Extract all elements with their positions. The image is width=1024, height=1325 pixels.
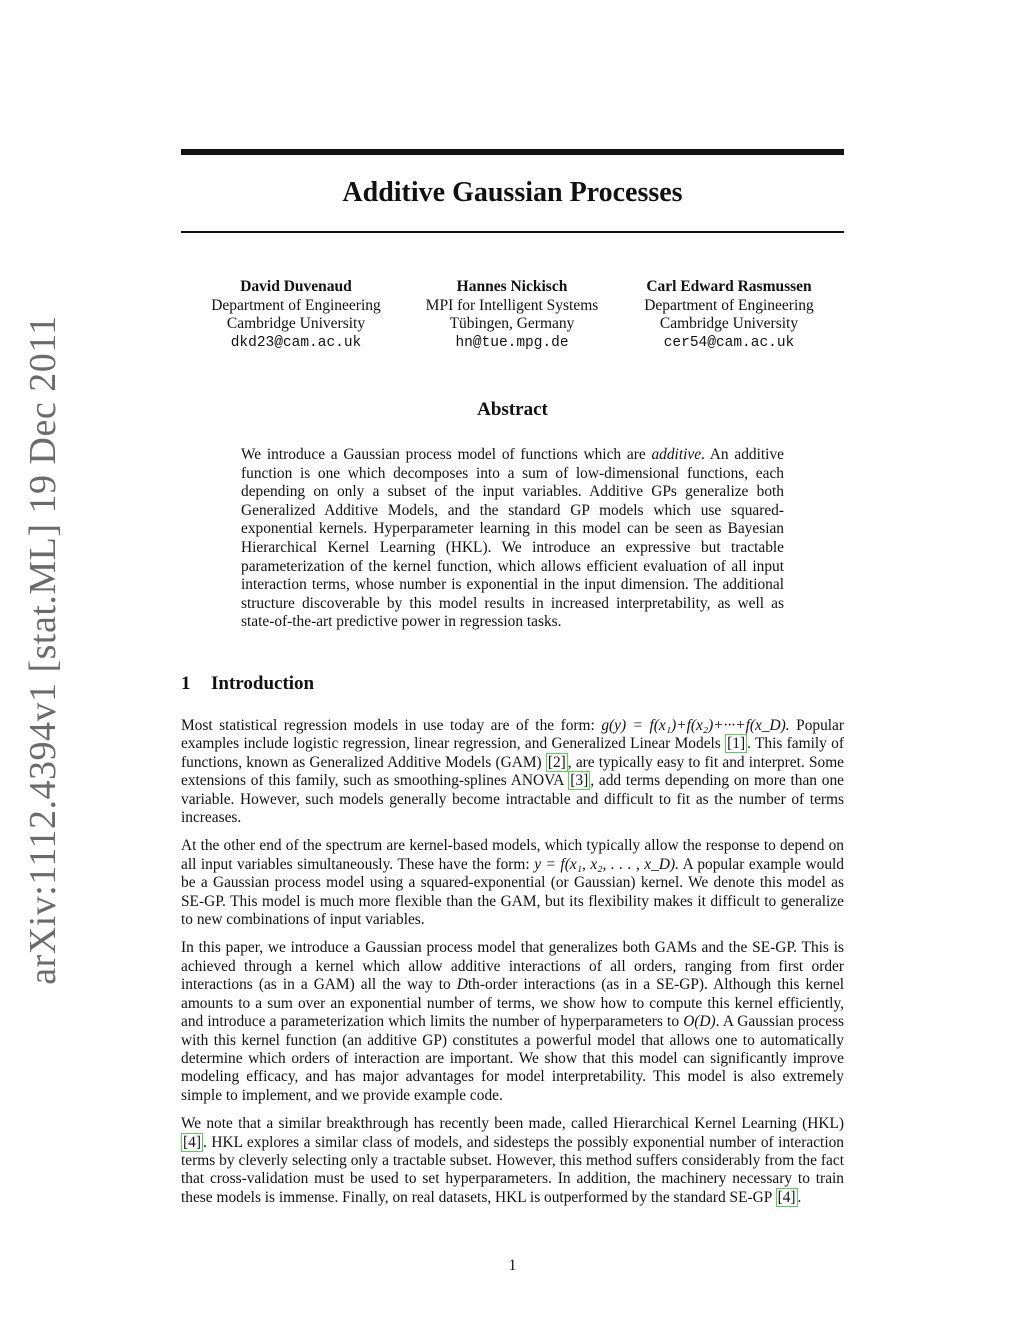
abstract-emphasis: additive <box>651 446 702 463</box>
citation-link[interactable]: [3] <box>570 772 589 790</box>
page-number: 1 <box>508 1257 517 1274</box>
author-affiliation: Department of Engineering <box>644 296 814 314</box>
abstract-text: We introduce a Gaussian process model of functions which are <box>241 446 652 463</box>
section-number: 1 <box>181 673 191 694</box>
text: A popular example would be a Gaussian process model using a squared-exponential (or Gaussian) kernel. We denote this model as SE-GP. This model is much more flexible than the GAM, but its flexibility makes it difficult to generalize to new combinations of input variables. <box>181 855 844 929</box>
title-top-rule <box>181 149 844 155</box>
text: . A Gaussian process with this kernel function (an additive GP) constitutes a powerful model that allows one to automatically determine which orders of interaction are important. We show that this model can significantly improve modeling efficacy, and has major advantages for model interpretability. This model is also extremely simple to implement, and we provide example code. <box>181 1013 844 1104</box>
author-location: Tübingen, Germany <box>449 315 575 332</box>
text: At the other end of the spectrum are kernel-based models, which typically allow the response to depend on all input variables simultaneously. These have the form: <box>181 837 844 873</box>
text: th-order interactions (as in a SE-GP). Although this kernel amounts to a sum over an exponential number of terms, we show how to compute this kernel efficiently, and introduce a parameterization which limits the number of hyperparameters to <box>181 976 844 1031</box>
text: . <box>797 1188 802 1206</box>
author-name: Hannes Nickisch <box>456 278 568 295</box>
paragraph <box>181 837 844 929</box>
paragraph <box>181 939 844 1105</box>
text: Popular examples include logistic regression, linear regression, and Generalized Linear Models <box>181 717 845 753</box>
author-name: Carl Edward Rasmussen <box>646 278 812 295</box>
abstract-heading: Abstract <box>477 399 548 420</box>
text: . HKL explores a similar class of models, and sidesteps the possibly exponential number of interaction terms by cleverly selecting only a tractable subset. However, this method suffers considerably from the fact that cross-validation must be used to set hyperparameters. In addition, the machinery necessary to train these models is immense. Finally, on real datasets, HKL is outperformed by the standard SE-GP <box>181 1133 844 1206</box>
paragraph <box>181 1115 844 1207</box>
paragraph <box>181 717 844 827</box>
author-email[interactable]: dkd23@cam.ac.uk <box>230 334 362 351</box>
citation-link[interactable]: [1] <box>727 735 746 753</box>
arxiv-stamp-text: arXiv:1112.4394v1 [stat.ML] 19 Dec 2011 <box>22 315 64 985</box>
inline-formula: y = f(x₁, x₂, . . . , x_D). <box>534 855 679 873</box>
citation-link[interactable]: [4] <box>777 1188 796 1206</box>
introduction-body <box>181 717 844 1217</box>
text: Most statistical regression models in use today are of the form: <box>181 717 602 734</box>
author-1 <box>181 278 411 352</box>
author-email[interactable]: hn@tue.mpg.de <box>455 334 569 351</box>
author-location: Cambridge University <box>659 315 799 332</box>
text: In this paper, we introduce a Gaussian process model that generalizes both GAMs and the SE-GP. This is achieved through a kernel which allow additive interactions of all orders, ranging from first order interactions (as in a GAM) all the way to <box>181 939 844 994</box>
text: . This family of functions, known as Generalized Additive Models (GAM) <box>181 735 844 771</box>
abstract-body <box>241 446 784 632</box>
author-location: Cambridge University <box>226 315 366 332</box>
paper-title: Additive Gaussian Processes <box>342 177 683 208</box>
author-2 <box>397 278 627 352</box>
author-affiliation: MPI for Intelligent Systems <box>425 296 599 314</box>
section-heading-introduction <box>181 673 844 695</box>
author-3 <box>614 278 844 352</box>
author-affiliation: Department of Engineering <box>211 296 381 314</box>
inline-formula: g(y) = f(x₁)+f(x₂)+···+f(x_D). <box>601 717 790 734</box>
inline-formula: D <box>456 976 468 994</box>
inline-formula: O(D) <box>683 1013 716 1031</box>
abstract-text: . An additive function is one which decomposes into a sum of low-dimensional functions, each depending on only a subset of the input variables. Additive GPs generalize both Generalized Additive Models, and the standard GP models which use squared-exponential kernels. Hyperparameter learning in this model can be seen as Bayesian Hierarchical Kernel Learning (HKL). We introduce an expressive but tractable parameterization of the kernel function, which allows efficient evaluation of all input interaction terms, whose number is exponential in the input dimension. The additional structure discoverable by this model results in increased interpretability, as well as state-of-the-art predictive power in regression tasks. <box>241 446 784 631</box>
author-name: David Duvenaud <box>240 278 352 295</box>
section-title: Introduction <box>211 673 315 694</box>
text: , are typically easy to fit and interpret. Some extensions of this family, such as smoothing-splines ANOVA <box>181 753 844 790</box>
arxiv-identifier-stamp <box>18 315 68 985</box>
citation-link[interactable]: [2] <box>547 753 566 771</box>
citation-link[interactable]: [4] <box>183 1133 201 1151</box>
title-bottom-rule <box>181 231 844 233</box>
text: , add terms depending on more than one variable. However, such models generally become intractable and difficult to fit as the number of terms increases. <box>181 772 844 827</box>
text: We note that a similar breakthrough has recently been made, called Hierarchical Kernel Learning (HKL) <box>181 1115 844 1133</box>
author-email[interactable]: cer54@cam.ac.uk <box>663 334 795 351</box>
